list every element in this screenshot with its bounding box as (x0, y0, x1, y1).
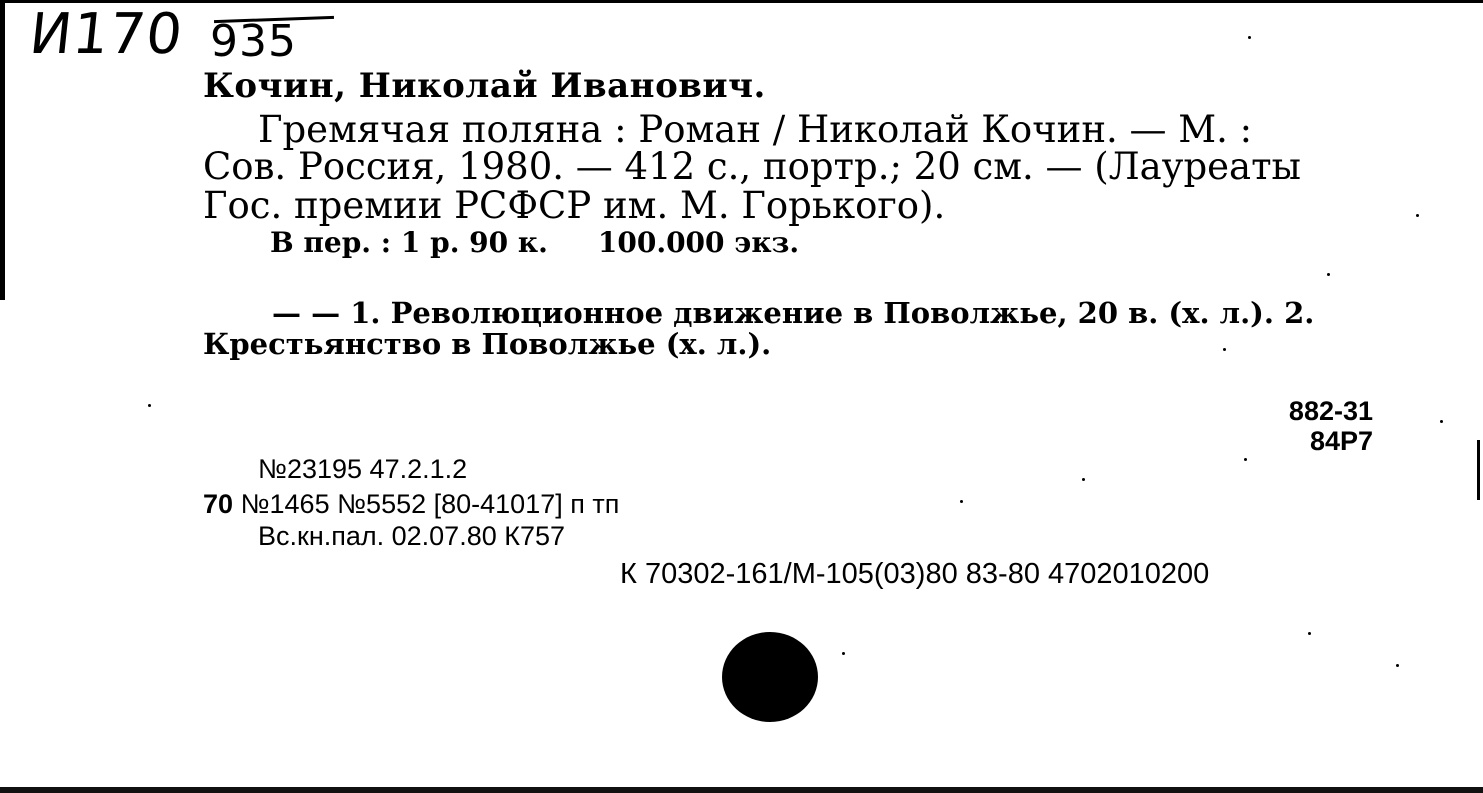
imprint-line-4: К 70302-161/М-105(03)80 83-80 4702010200 (620, 558, 1210, 590)
imprint-line-2-rest: №1465 №5552 [80-41017] п тп (240, 489, 620, 519)
speck (148, 404, 151, 407)
speck (1308, 632, 1311, 635)
imprint-line-3: Вс.кн.пал. 02.07.80 К757 (258, 521, 566, 551)
subjects-line-2: Крестьянство в Поволжье (х. л.). (203, 327, 772, 361)
author-heading: Кочин, Николай Иванович. (203, 66, 766, 106)
punch-hole (722, 632, 818, 722)
speck (1396, 664, 1399, 667)
title-line-2: Сов. Россия, 1980. — 412 с., портр.; 20 см. — (Лауреаты (203, 145, 1302, 188)
speck (960, 500, 963, 503)
speck (1440, 420, 1443, 423)
price: В пер. : 1 р. 90 к. (270, 226, 548, 259)
subjects-line-1: — — 1. Революционное движение в Поволжье, 20 в. (х. л.). 2. (272, 296, 1315, 330)
imprint-line-2 (203, 489, 619, 520)
card-right-edge-mark (1477, 440, 1480, 500)
card-top-edge (0, 0, 1483, 3)
card-left-edge (0, 0, 5, 300)
handwritten-call-number: И170 (26, 2, 187, 67)
speck (1327, 273, 1330, 276)
card-bottom-edge (0, 787, 1483, 793)
speck (1416, 214, 1419, 217)
circulation: 100.000 экз. (597, 226, 800, 259)
speck (1244, 458, 1247, 461)
speck (1082, 478, 1085, 481)
speck (1248, 36, 1251, 39)
handwritten-shelf-number: 935 (210, 16, 297, 67)
bbk-class: 84Р7 (1309, 426, 1373, 456)
speck (842, 652, 845, 655)
title-line-3: Гос. премии РСФСР им. М. Горького). (203, 184, 946, 227)
imprint-line-1: №23195 47.2.1.2 (258, 454, 468, 484)
speck (1223, 348, 1226, 351)
title-line-1: Гремячая поляна : Роман / Николай Кочин. — М. : (258, 108, 1253, 151)
price-line (270, 226, 799, 259)
imprint-line-2-prefix: 70 (203, 489, 234, 519)
udc-class: 882-31 (1288, 396, 1373, 426)
